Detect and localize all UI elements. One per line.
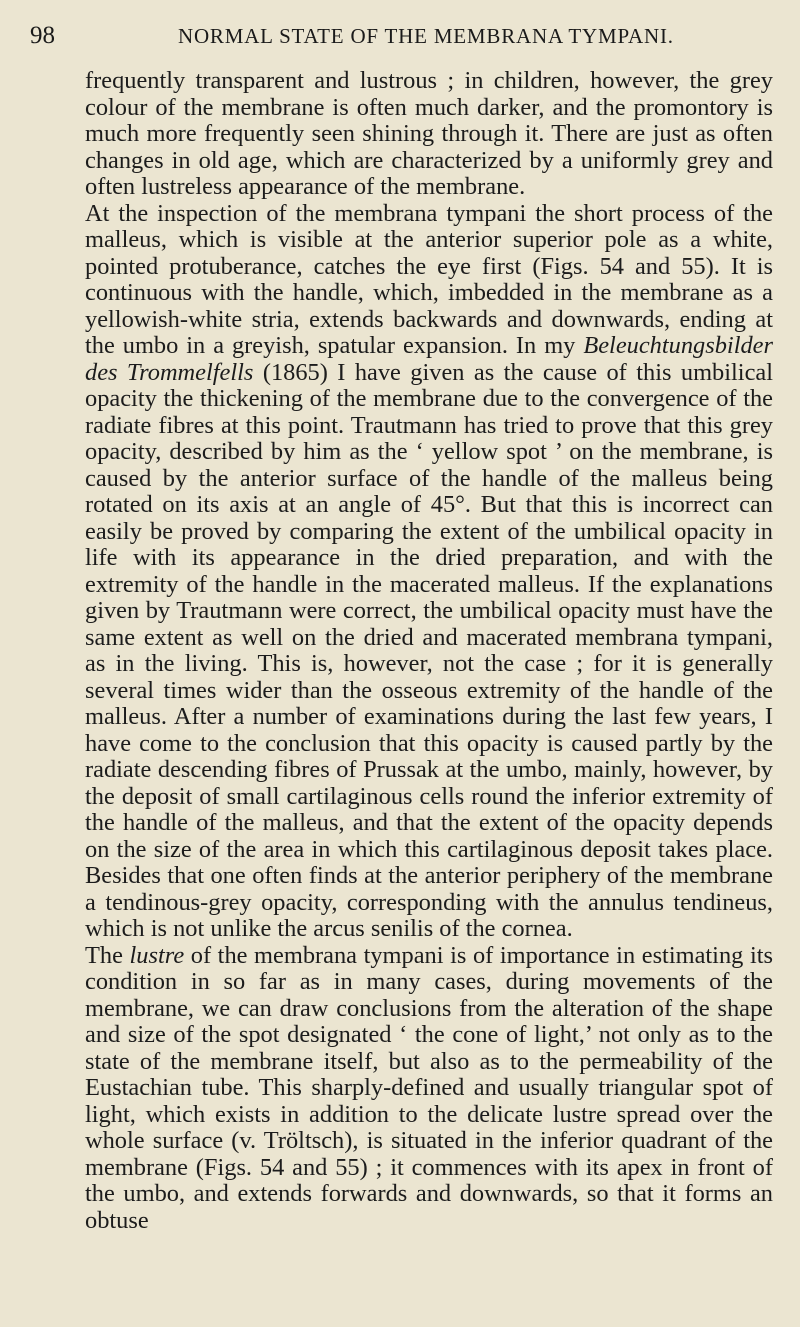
running-title: NORMAL STATE OF THE MEMBRANA TYMPANI.	[178, 24, 674, 48]
page-number: 98	[30, 22, 55, 49]
page-header	[30, 22, 770, 62]
paragraph-2	[85, 201, 773, 943]
paragraph-2-text-after: (1865) I have given as the cause of this umbilical opacity the thickening of the membrane due to the convergence of the radiate fibres at this point. Trautmann has tried to prove that this grey opacity, described by him as the ‘ yellow spot ’ on the membrane, is caused by the anterior surface of the handle of the malleus being rotated on its axis at an angle of 45°. But that this is incorrect can easily be proved by comparing the extent of the umbilical opacity in life with its appearance in the dried preparation, and with the extremity of the handle in the macerated malleus. If the explanations given by Trautmann were correct, the umbilical opacity must have the same extent as well on the dried and macerated membrana tympani, as in the living. This is, however, not the case ; for it is generally several times wider than the osseous extremity of the handle of the malleus. After a number of examinations during the last few years, I have come to the conclusion that this opacity is caused partly by the radiate descending fibres of Prussak at the umbo, mainly, however, by the deposit of small cartilaginous cells round the inferior extremity of the handle of the malleus, and that the extent of the opacity depends on the size of the area in which this cartilaginous deposit takes place. Besides that one often finds at the anterior periphery of the membrane a tendinous-grey opacity, corresponding with the annulus tendineus, which is not unlike the arcus senilis of the cornea.	[85, 358, 774, 942]
paragraph-3-italic-term: lustre	[129, 941, 185, 969]
paragraph-3-text-before: The	[85, 941, 130, 969]
body-text	[85, 68, 773, 1234]
paragraph-2-text-before: At the inspection of the membrana tympani the short process of the malleus, which is visible at the anterior superior pole as a white, pointed protuberance, catches the eye first (Figs. 54 and 55). It is continuous with the handle, which, imbedded in the membrane as a yellowish-white stria, extends backwards and downwards, ending at the umbo in a greyish, spatular expansion. In my	[85, 199, 773, 359]
paragraph-3	[85, 943, 773, 1235]
paragraph-1-text: frequently transparent and lustrous ; in children, however, the grey colour of the membrane is often much darker, and the promontory is much more frequently seen shining through it. There are just as often changes in old age, which are characterized by a uniformly grey and often lustreless appearance of the membrane.	[85, 67, 773, 200]
paragraph-3-text-after: of the membrana tympani is of importance in estimating its condition in so far as in many cases, during movements of the membrane, we can draw conclusions from the alteration of the shape and size of the spot designated ‘ the cone of light,’ not only as to the state of the membrane itself, but also as to the permeability of the Eustachian tube. This sharply-defined and usually triangular spot of light, which exists in addition to the delicate lustre spread over the whole surface (v. Tröltsch), is situated in the inferior quadrant of the membrane (Figs. 54 and 55) ; it commences with its apex in front of the umbo, and extends forwards and downwards, so that it forms an obtuse	[85, 941, 773, 1234]
paragraph-2-italic-title: Beleuchtungsbilder des Trommelfells	[85, 332, 773, 386]
paragraph-1	[85, 68, 773, 201]
